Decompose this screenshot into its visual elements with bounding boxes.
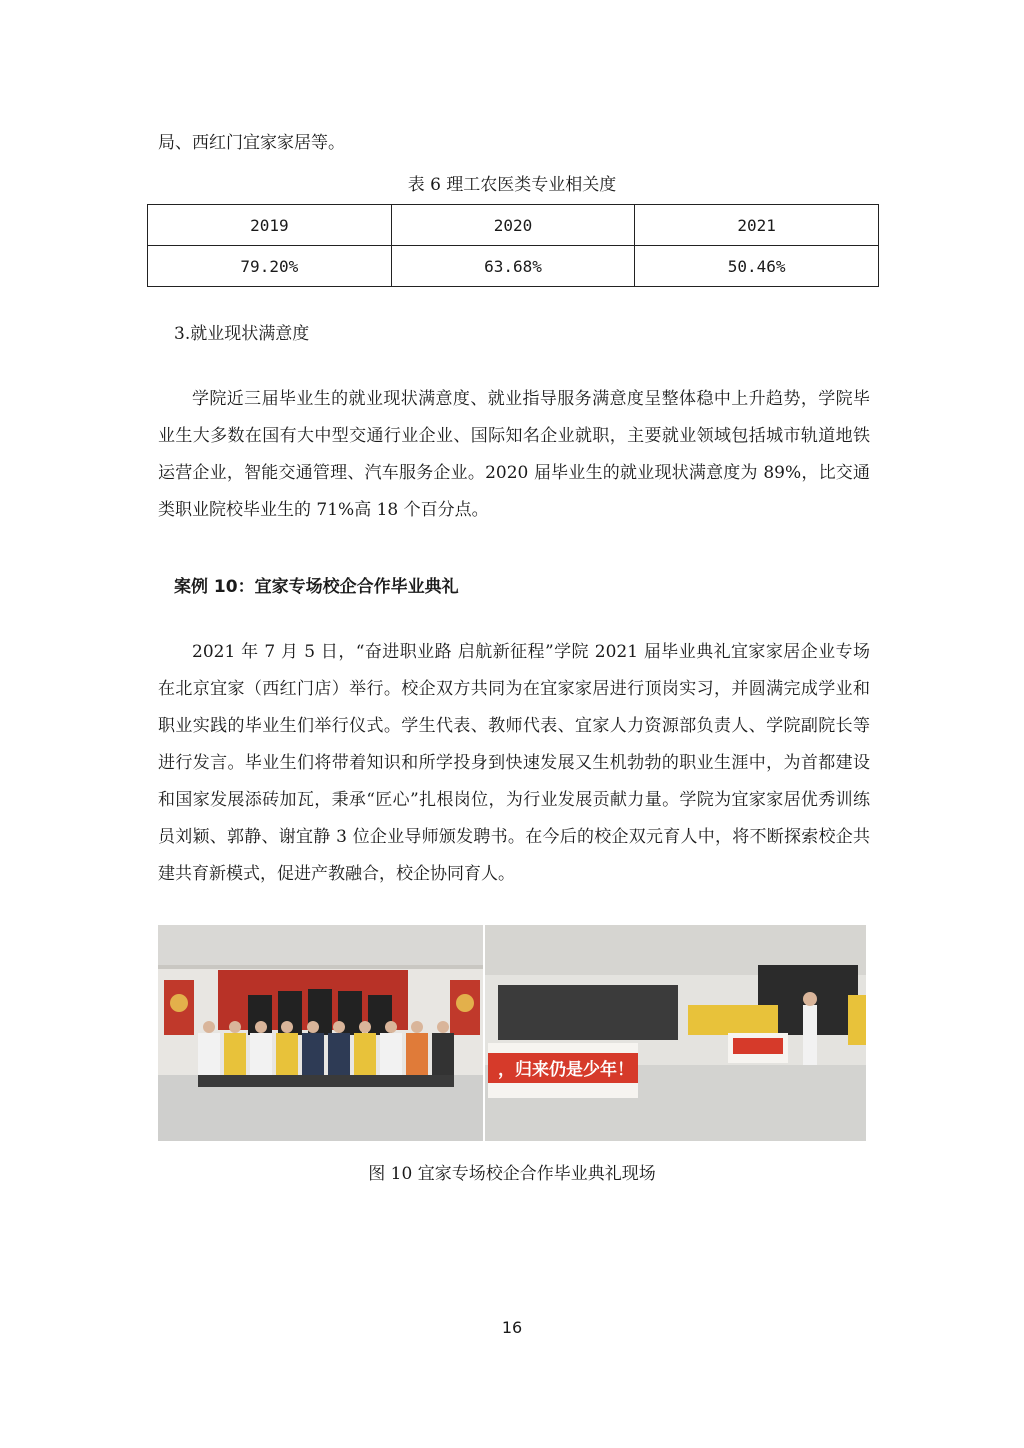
table-cell: 50.46% [635,246,879,287]
photo-banner-text: ，归来仍是少年！ [498,1060,634,1080]
table-header-row [148,205,879,246]
relevance-table [147,204,879,287]
table-header-cell: 2021 [635,205,879,246]
case-paragraph: 2021 年 7 月 5 日，“奋进职业路 启航新征程”学院 2021 届毕业典礼宜家家居企业专场在北京宜家（西红门店）举行。校企双方共同为在宜家家居进行顶岗实习，并圆满完成学业和职业实践的毕业生们举行仪式。学生代表、教师代表、宜家人力资源部负责人、学院副院长等进行发言。毕业生们将带着知识和所学投身到快速发展又生机勃勃的职业生涯中，为首都建设和国家发展添砖加瓦，秉承“匠心”扎根岗位，为行业发展贡献力量。学院为宜家家居优秀训练员刘颖、郭静、谢宜静 3 位企业导师颁发聘书。在今后的校企双元育人中，将不断探索校企共建共育新模式，促进产教融合，校企协同育人。 [158,642,870,884]
section-paragraph: 学院近三届毕业生的就业现状满意度、就业指导服务满意度呈整体稳中上升趋势，学院毕业生大多数在国有大中型交通行业企业、国际知名企业就职，主要就业领域包括城市轨道地铁运营企业，智能交通管理、汽车服务企业。2020 届毕业生的就业现状满意度为 89%，比交通类职业院校毕业生的 71%高 18 个百分点。 [158,389,870,520]
table-header-cell: 2020 [391,205,635,246]
case-title: 案例 10：宜家专场校企合作毕业典礼 [174,577,459,597]
page-number: 16 [501,1318,523,1337]
table-row [148,246,879,287]
table-cell: 63.68% [391,246,635,287]
table-caption: 表 6 理工农医类专业相关度 [407,175,617,195]
table-cell: 79.20% [148,246,392,287]
section-heading: 3.就业现状满意度 [174,324,310,344]
ceremony-hall-photo [485,925,866,1141]
figure-caption: 图 10 宜家专场校企合作毕业典礼现场 [368,1164,656,1184]
table-header-cell: 2019 [148,205,392,246]
intro-line: 局、西红门宜家家居等。 [158,133,345,153]
group-photo [158,925,483,1141]
ceremony-photos [158,925,866,1141]
